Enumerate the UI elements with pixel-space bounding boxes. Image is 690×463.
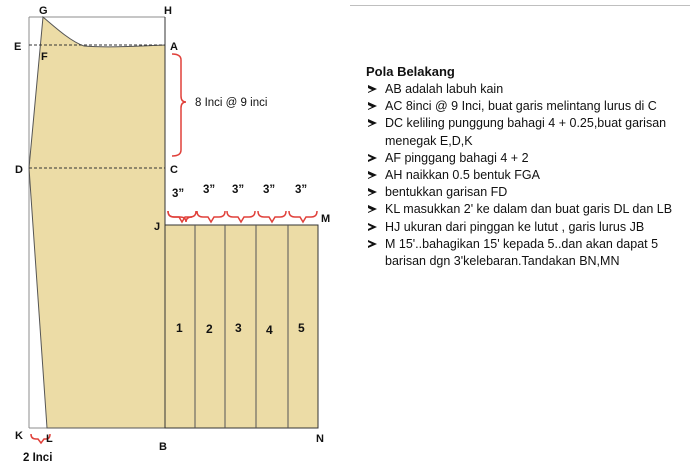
instructions-panel (366, 64, 686, 270)
measure-kl-label: 2 Inci (23, 452, 53, 463)
point-label-h: H (164, 5, 172, 17)
width-bracket (197, 211, 225, 222)
instruction-item: bentukkan garisan FD (366, 184, 686, 201)
point-label-g: G (39, 5, 48, 17)
point-label-m: M (321, 213, 331, 225)
instruction-item: DC keliling punggung bahagi 4 + 0.25,buat garisan menegak E,D,K (366, 115, 686, 149)
instruction-item: HJ ukuran dari pinggan ke lutut , garis lurus JB (366, 219, 686, 236)
column-number: 3 (235, 321, 242, 335)
point-label-e: E (14, 41, 22, 53)
back-pattern-piece (29, 17, 165, 428)
instructions-list (366, 81, 686, 270)
column-width-label: 3” (203, 184, 216, 196)
column-width-label: 3” (295, 184, 308, 196)
point-label-b: B (159, 441, 167, 453)
point-label-a: A (170, 41, 178, 53)
point-label-c: C (170, 164, 178, 176)
column-width-label: 3” (172, 188, 185, 200)
instruction-item: AH naikkan 0.5 bentuk FGA (366, 167, 686, 184)
instruction-item: AB adalah labuh kain (366, 81, 686, 98)
instruction-item: M 15'..bahagikan 15' kepada 5..dan akan dapat 5 barisan dgn 3'kelebaran.Tandakan BN,MN (366, 236, 686, 270)
point-label-l: L (46, 433, 53, 445)
width-bracket (227, 211, 255, 222)
instruction-item: AC 8inci @ 9 Inci, buat garis melintang lurus di C (366, 98, 686, 115)
column-width-label: 3” (232, 184, 245, 196)
point-label-k: K (15, 430, 23, 442)
instructions-title: Pola Belakang (366, 64, 455, 79)
point-label-n: N (316, 433, 324, 445)
instruction-item: KL masukkan 2' ke dalam dan buat garis DL dan LB (366, 201, 686, 218)
instruction-item: AF pinggang bahagi 4 + 2 (366, 150, 686, 167)
column-number: 4 (266, 323, 273, 337)
width-bracket (289, 211, 317, 222)
width-bracket (258, 211, 286, 222)
point-label-d: D (15, 164, 23, 176)
ac-bracket (172, 54, 186, 156)
column-number: 2 (206, 322, 213, 336)
column-number: 5 (298, 321, 305, 335)
point-label-f: F (41, 51, 48, 63)
column-width-label: 3” (263, 184, 276, 196)
top-rule (350, 5, 690, 6)
column-number: 1 (176, 321, 183, 335)
point-label-j: J (154, 221, 161, 233)
measure-ac-label: 8 Inci @ 9 inci (195, 97, 268, 109)
